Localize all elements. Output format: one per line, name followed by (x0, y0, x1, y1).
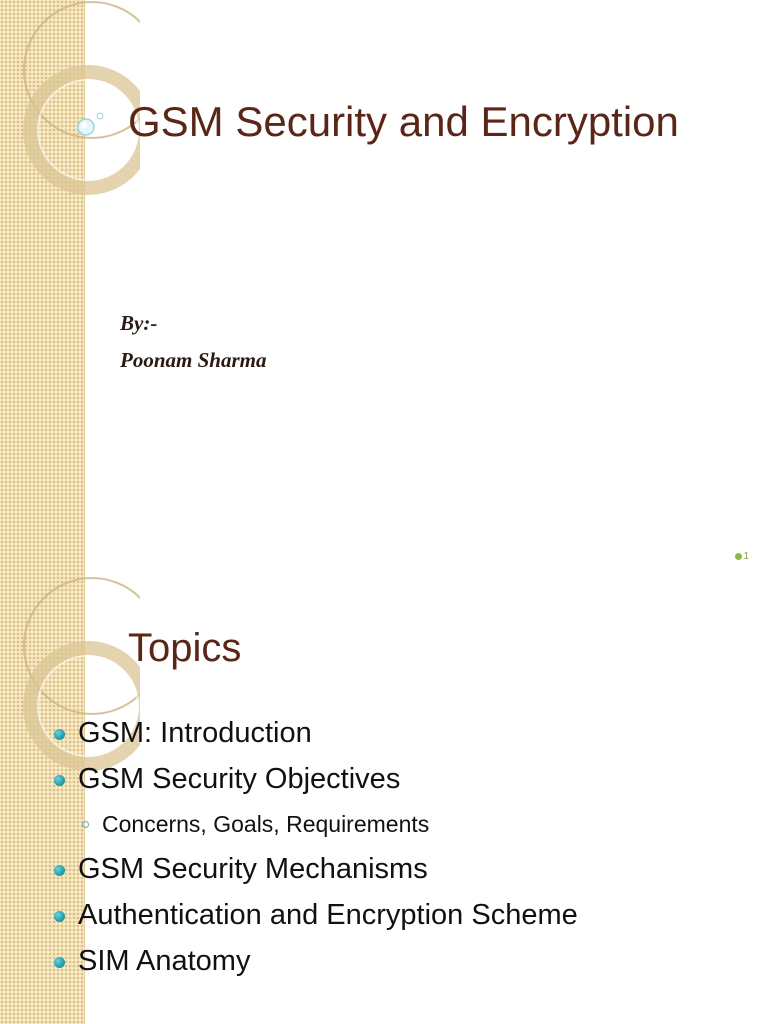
list-item (46, 846, 578, 892)
bullet-icon (54, 957, 65, 968)
list-item-label: Authentication and Encryption Scheme (78, 899, 578, 931)
list-subitem (46, 802, 578, 846)
list-item-label: GSM Security Objectives (78, 763, 401, 795)
slide-title: GSM Security and Encryption (128, 98, 679, 145)
author-name: Poonam Sharma (120, 348, 267, 372)
slide-2 (0, 576, 768, 1024)
sub-bullet-icon (82, 821, 89, 828)
bullet-icon (54, 729, 65, 740)
list-item (46, 892, 578, 938)
list-item-label: GSM Security Mechanisms (78, 853, 428, 885)
list-item (46, 756, 578, 802)
page-number-text: 1 (743, 551, 749, 562)
list-item-label: GSM: Introduction (78, 717, 312, 749)
bubble-icon (0, 0, 140, 200)
list-item-label: SIM Anatomy (78, 945, 251, 977)
slide-title: Topics (128, 626, 242, 670)
bullet-icon (54, 775, 65, 786)
topic-list (46, 710, 578, 984)
author-byline (120, 305, 266, 379)
page-number (735, 551, 749, 562)
list-item-label: Concerns, Goals, Requirements (102, 811, 430, 837)
bullet-icon (54, 865, 65, 876)
list-item (46, 938, 578, 984)
page-dot-icon (735, 553, 742, 560)
list-item (46, 710, 578, 756)
byline-label: By:- (120, 311, 158, 335)
bullet-icon (54, 911, 65, 922)
